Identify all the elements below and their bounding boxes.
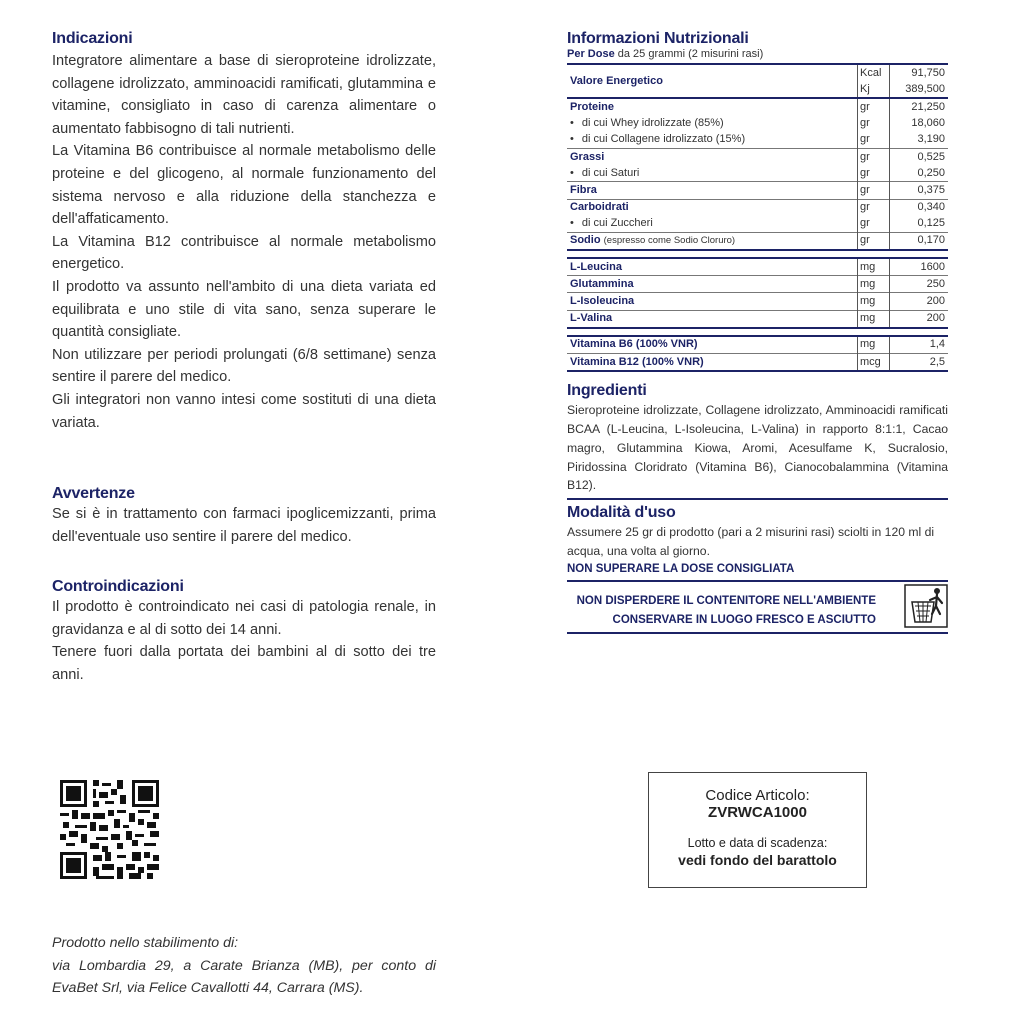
indicazioni-paragraph: La Vitamina B6 contribuisce al normale metabolismo delle proteine e del glicogeno, al normale funzionamento del sistema nervoso e alla riduzione della stanchezza e dell'affaticamento. bbox=[52, 143, 436, 228]
indicazioni-section bbox=[52, 30, 436, 434]
spacer bbox=[567, 250, 948, 258]
recycle-bin-icon bbox=[904, 584, 948, 628]
row-unit: gr bbox=[858, 232, 890, 250]
row-label: • di cui Whey idrolizzate (85%) bbox=[567, 116, 858, 132]
row-unit: gr bbox=[858, 148, 890, 165]
row-value: 3,190 bbox=[890, 132, 949, 149]
table-row bbox=[567, 232, 948, 250]
producer-address: via Lombardia 29, a Carate Brianza (MB), per conto di EvaBet Srl, via Felice Cavallotti 44, Carrara (MS). bbox=[52, 957, 436, 996]
energy-value-kj: 389,500 bbox=[890, 81, 949, 98]
row-unit: gr bbox=[858, 182, 890, 199]
row-value: 0,375 bbox=[890, 182, 949, 199]
energy-value-kcal: 91,750 bbox=[890, 64, 949, 81]
energy-unit-kj: Kj bbox=[858, 81, 890, 98]
lot-label: Lotto e data di scadenza: bbox=[687, 836, 828, 850]
row-label: Vitamina B12 (100% VNR) bbox=[567, 354, 858, 372]
producer-line: Prodotto nello stabilimento di: bbox=[52, 935, 239, 951]
row-unit: mcg bbox=[858, 354, 890, 372]
row-label: • di cui Saturi bbox=[567, 165, 858, 182]
row-value: 0,340 bbox=[890, 199, 949, 216]
row-unit: gr bbox=[858, 199, 890, 216]
dose-warning: NON SUPERARE LA DOSE CONSIGLIATA bbox=[567, 561, 948, 582]
row-label: Proteine bbox=[570, 100, 615, 113]
modalita-section bbox=[567, 504, 948, 582]
sodio-label: Sodio bbox=[570, 234, 601, 247]
ingredienti-section bbox=[567, 382, 948, 500]
row-value: 2,5 bbox=[890, 354, 949, 372]
row-label: L-Valina bbox=[567, 310, 858, 328]
nutrition-column bbox=[567, 30, 948, 634]
avvertenze-text: Se si è in trattamento con farmaci ipoglicemizzanti, prima dell'eventuale uso sentire il parere del medico. bbox=[52, 506, 436, 545]
row-label: Carboidrati bbox=[567, 199, 858, 216]
controindicazioni-paragraph: Tenere fuori dalla portata dei bambini al di sotto dei tre anni. bbox=[52, 644, 436, 683]
controindicazioni-paragraph: Il prodotto è controindicato nei casi di patologia renale, in gravidanza e al di sotto dei 14 anni. bbox=[52, 599, 436, 638]
row-value: 0,525 bbox=[890, 148, 949, 165]
indicazioni-paragraph: Integratore alimentare a base di sieroproteine idrolizzate, collagene idrolizzato, amminoacidi ramificati, glutammina e vitamine, consigliato in caso di carenza alimentare o aumentato fabbisogno di tali nutrienti. bbox=[52, 53, 436, 137]
row-label: • di cui Collagene idrolizzato (15%) bbox=[567, 132, 858, 149]
table-row bbox=[567, 116, 948, 132]
row-label: L-Leucina bbox=[567, 258, 858, 276]
row-value: 250 bbox=[890, 276, 949, 293]
table-row bbox=[567, 132, 948, 149]
modalita-text: Assumere 25 gr di prodotto (pari a 2 misurini rasi) sciolti in 120 ml di acqua, una volta al giorno. bbox=[567, 525, 935, 558]
modalita-title: Modalità d'uso bbox=[567, 504, 676, 522]
row-label: Grassi bbox=[567, 148, 858, 165]
controindicazioni-section bbox=[52, 578, 436, 686]
indicazioni-paragraph: La Vitamina B12 contribuisce al normale metabolismo energetico. bbox=[52, 233, 436, 273]
row-value: 1600 bbox=[890, 258, 949, 276]
environment-line: NON DISPERDERE IL CONTENITORE NELL'AMBIENTE bbox=[576, 594, 876, 607]
storage-line: CONSERVARE IN LUOGO FRESCO E ASCIUTTO bbox=[612, 613, 876, 626]
article-code-value: ZVRWCA1000 bbox=[708, 804, 807, 821]
indicazioni-paragraph: Non utilizzare per periodi prolungati (6/8 settimane) senza sentire il parere del medico. bbox=[52, 346, 436, 386]
row-label: Fibra bbox=[567, 182, 858, 199]
ingredienti-text: Sieroproteine idrolizzate, Collagene idrolizzato, Amminoacidi ramificati BCAA (L-Leucina, L-Isoleucina, L-Valina) in rapporto 8:1:1, Cacao magro, Glutammina Kiowa, Aromi, Acesulfame K, Sucralosio, Piridossina Cloridrato (Vitamina B6), Cianocobalammina (Vitamina B12). bbox=[567, 401, 948, 500]
row-value: 200 bbox=[890, 293, 949, 310]
row-value: 1,4 bbox=[890, 336, 949, 354]
table-row bbox=[567, 216, 948, 233]
lot-value: vedi fondo del barattolo bbox=[678, 852, 837, 868]
row-unit: mg bbox=[858, 276, 890, 293]
row-unit: gr bbox=[858, 165, 890, 182]
dose-desc: da 25 grammi (2 misurini rasi) bbox=[617, 48, 764, 60]
row-unit: gr bbox=[858, 132, 890, 149]
row-value: 200 bbox=[890, 310, 949, 328]
producer-info bbox=[52, 932, 436, 1000]
row-value: 0,250 bbox=[890, 165, 949, 182]
indicazioni-paragraph: Il prodotto va assunto nell'ambito di una dieta variata ed equilibrata e uno stile di vita sano, senza superare le quantità consigliate. bbox=[52, 278, 436, 341]
table-row bbox=[567, 148, 948, 165]
row-value: 21,250 bbox=[890, 98, 949, 115]
row-label: L-Isoleucina bbox=[567, 293, 858, 310]
energy-label: Valore Energetico bbox=[567, 64, 858, 98]
table-row bbox=[567, 310, 948, 328]
row-unit: mg bbox=[858, 293, 890, 310]
row-unit: mg bbox=[858, 310, 890, 328]
table-row bbox=[567, 293, 948, 310]
indicazioni-text bbox=[52, 50, 436, 434]
avvertenze-title: Avvertenze bbox=[52, 485, 135, 502]
row-label: Glutammina bbox=[567, 276, 858, 293]
row-label: • di cui Zuccheri bbox=[567, 216, 858, 233]
table-row bbox=[567, 258, 948, 276]
row-value: 0,125 bbox=[890, 216, 949, 233]
controindicazioni-text bbox=[52, 596, 436, 686]
avvertenze-section bbox=[52, 485, 436, 548]
indicazioni-paragraph: Gli integratori non vanno intesi come sostituti di una dieta variata. bbox=[52, 391, 436, 431]
table-row bbox=[567, 165, 948, 182]
ingredienti-title: Ingredienti bbox=[567, 382, 647, 400]
row-label: Vitamina B6 (100% VNR) bbox=[567, 336, 858, 354]
nutrition-table bbox=[567, 63, 948, 372]
row-value: 0,170 bbox=[890, 232, 949, 250]
indicazioni-title: Indicazioni bbox=[52, 30, 133, 47]
article-code-label: Codice Articolo: bbox=[705, 787, 810, 804]
qr-code[interactable] bbox=[60, 780, 159, 879]
spacer bbox=[567, 328, 948, 336]
article-code-box bbox=[648, 772, 867, 888]
nutrition-subtitle bbox=[567, 48, 948, 60]
energy-unit-kcal: Kcal bbox=[858, 64, 890, 81]
environment-notice bbox=[567, 582, 948, 634]
row-label bbox=[567, 232, 858, 250]
table-row bbox=[567, 199, 948, 216]
row-unit: gr bbox=[858, 98, 890, 115]
table-row bbox=[567, 354, 948, 372]
row-value: 18,060 bbox=[890, 116, 949, 132]
sodio-note: (espresso come Sodio Cloruro) bbox=[603, 235, 736, 247]
environment-text bbox=[577, 592, 876, 630]
dose-label: Per Dose bbox=[567, 48, 615, 60]
row-unit: gr bbox=[858, 116, 890, 132]
table-row bbox=[567, 182, 948, 199]
table-row bbox=[567, 336, 948, 354]
nutrition-title: Informazioni Nutrizionali bbox=[567, 30, 749, 47]
controindicazioni-title: Controindicazioni bbox=[52, 578, 184, 595]
row-unit: mg bbox=[858, 336, 890, 354]
table-row bbox=[567, 276, 948, 293]
row-unit: mg bbox=[858, 258, 890, 276]
row-unit: gr bbox=[858, 216, 890, 233]
table-row bbox=[567, 98, 948, 115]
